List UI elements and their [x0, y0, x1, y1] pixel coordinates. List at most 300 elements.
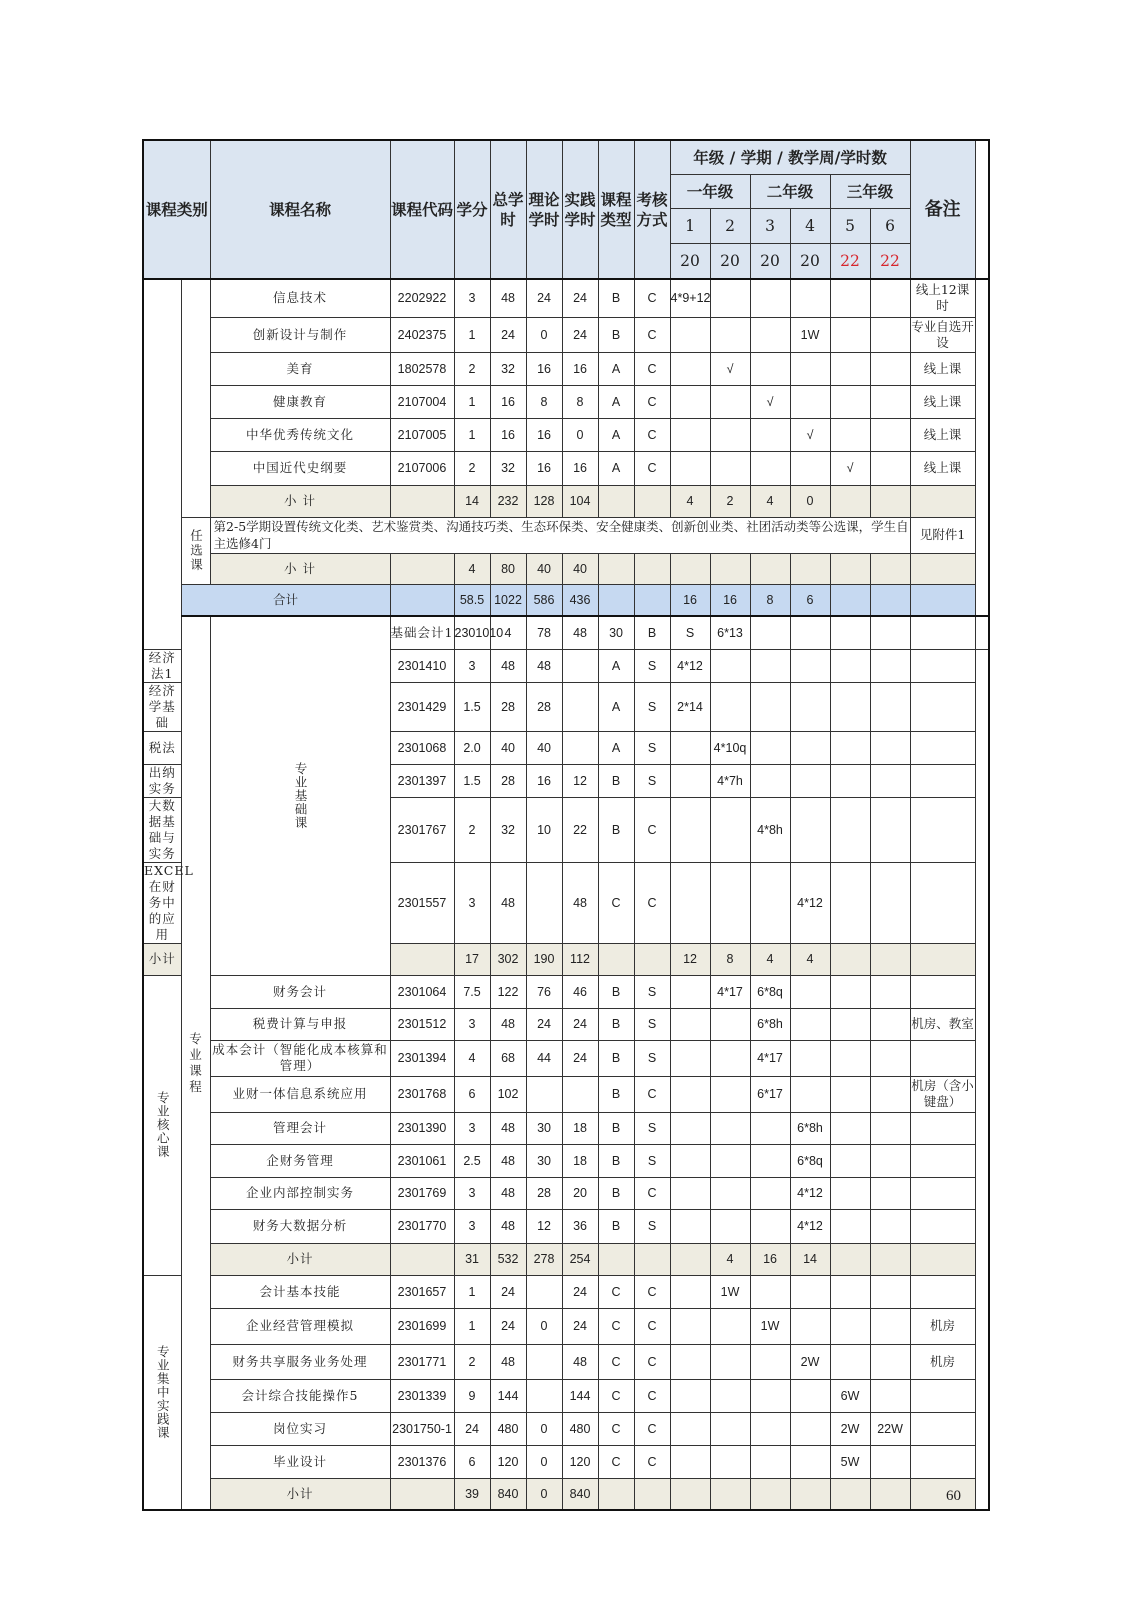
course-total: 28: [490, 682, 526, 731]
semester-4-hours: [790, 731, 830, 764]
semester-4-hours: [790, 1412, 830, 1445]
course-name: 企业经营管理模拟: [210, 1308, 390, 1344]
course-credit: 4: [490, 616, 526, 649]
course-total: 16: [490, 385, 526, 418]
course-code: 2301339: [390, 1379, 454, 1412]
course-credit: 3: [454, 1209, 490, 1243]
semester-2-hours: [710, 317, 750, 352]
semester-5-hours: [870, 616, 910, 649]
semester-5-hours: [830, 764, 870, 797]
header-grade1: 一年级: [670, 175, 750, 209]
semester-4: 4: [790, 209, 830, 244]
subtotal-assess-empty: [634, 485, 670, 517]
total-row: [143, 584, 989, 616]
semester-5-hours: [830, 1209, 870, 1243]
course-code: 2301657: [390, 1275, 454, 1308]
semester-2-hours: 4*17: [710, 975, 750, 1008]
course-name: 毕业设计: [210, 1445, 390, 1478]
semester-6-hours: [870, 352, 910, 385]
elective-label: 任选课: [181, 517, 210, 584]
course-type: C: [598, 1308, 634, 1344]
semester-2-hours: [710, 1344, 750, 1379]
subtotal-semester-2: 8: [710, 943, 750, 975]
course-name: 美育: [210, 352, 390, 385]
course-note: 机房（含小键盘）: [910, 1076, 975, 1112]
course-credit: 3: [454, 1008, 490, 1040]
semester-3-hours: [750, 352, 790, 385]
course-row: [143, 1209, 989, 1243]
course-type: B: [598, 1144, 634, 1177]
semester-5-hours: 6W: [830, 1379, 870, 1412]
course-row: [143, 1144, 989, 1177]
course-note: 专业自选开设: [910, 317, 975, 352]
course-theory: 16: [526, 451, 562, 485]
semester-1-hours: [670, 1076, 710, 1112]
course-assessment: S: [634, 649, 670, 682]
weeks-1: 20: [670, 244, 710, 280]
semester-5: 5: [830, 209, 870, 244]
semester-1-hours: [670, 1344, 710, 1379]
course-practice: 8: [562, 385, 598, 418]
course-assessment: S: [670, 616, 710, 649]
course-type: A: [598, 352, 634, 385]
course-row: [143, 1177, 989, 1209]
category-professional-label: 专业课程: [181, 616, 210, 1510]
course-code: 2301064: [390, 975, 454, 1008]
semester-3-hours: 1W: [750, 1308, 790, 1344]
course-practice: 30: [598, 616, 634, 649]
course-total: 16: [490, 418, 526, 451]
semester-6-hours: [870, 1144, 910, 1177]
subtotal-practice: 112: [562, 943, 598, 975]
semester-3-hours: [750, 1379, 790, 1412]
semester-3-hours: [750, 764, 790, 797]
course-credit: 1: [454, 418, 490, 451]
course-code: 2301512: [390, 1008, 454, 1040]
course-total: 144: [490, 1379, 526, 1412]
semester-3-hours: [750, 317, 790, 352]
semester-5-hours: [830, 649, 870, 682]
semester-4-hours: 4*12: [790, 1209, 830, 1243]
header-credit: 学分: [454, 140, 490, 279]
course-theory: 48: [526, 649, 562, 682]
subtotal-note-empty: [910, 943, 975, 975]
semester-3-hours: [750, 1412, 790, 1445]
subtotal-semester-3: 16: [750, 1243, 790, 1275]
semester-2-hours: [710, 1412, 750, 1445]
subtotal-semester-6: [870, 1478, 910, 1510]
semester-2-hours: [710, 451, 750, 485]
course-practice: 24: [562, 1008, 598, 1040]
course-theory: 24: [526, 279, 562, 317]
subtotal-row: [143, 1478, 989, 1510]
subtotal-type-empty: [598, 553, 634, 584]
course-credit: 3: [454, 1177, 490, 1209]
subtotal-code-empty: [390, 1478, 454, 1510]
semester-6-hours: [870, 1344, 910, 1379]
course-code: 2301061: [390, 1144, 454, 1177]
total-credit: 58.5: [454, 584, 490, 616]
course-name: 管理会计: [210, 1112, 390, 1144]
course-credit: 2: [454, 1344, 490, 1379]
course-theory: [526, 1076, 562, 1112]
course-practice: 24: [562, 1308, 598, 1344]
subtotal-semester-2: 4: [710, 1243, 750, 1275]
course-practice: [562, 682, 598, 731]
header-grade3: 三年级: [830, 175, 910, 209]
course-row: [143, 1379, 989, 1412]
semester-1-hours: [670, 862, 710, 943]
course-total: 32: [490, 451, 526, 485]
course-type: B: [598, 764, 634, 797]
semester-4-hours: [830, 616, 870, 649]
course-credit: 6: [454, 1076, 490, 1112]
subtotal-semester-3: 4: [750, 485, 790, 517]
course-type: A: [598, 682, 634, 731]
subtotal-practice: 104: [562, 485, 598, 517]
course-note: 机房: [910, 1344, 975, 1379]
course-note: [910, 682, 975, 731]
semester-4-hours: 6*8h: [790, 1112, 830, 1144]
subtotal-total: 80: [490, 553, 526, 584]
semester-2-hours: [710, 385, 750, 418]
elective-row: [143, 517, 989, 553]
semester-1-hours: [670, 451, 710, 485]
total-code-empty: [390, 584, 454, 616]
semester-3-hours: [750, 862, 790, 943]
subtotal-credit: 31: [454, 1243, 490, 1275]
course-total: 480: [490, 1412, 526, 1445]
semester-1-hours: [670, 797, 710, 862]
semester-5-hours: √: [830, 451, 870, 485]
course-name: 业财一体信息系统应用: [210, 1076, 390, 1112]
course-theory: 0: [526, 1308, 562, 1344]
course-code: 2301770: [390, 1209, 454, 1243]
subtotal-semester-5: [830, 1478, 870, 1510]
subtotal-semester-5: [830, 485, 870, 517]
course-assessment: C: [634, 1076, 670, 1112]
course-code: 2107005: [390, 418, 454, 451]
course-credit: 1: [454, 1275, 490, 1308]
course-row: [143, 385, 989, 418]
course-type: B: [598, 1008, 634, 1040]
semester-6-hours: [870, 797, 910, 862]
header-grade2: 二年级: [750, 175, 830, 209]
course-credit: 7.5: [454, 975, 490, 1008]
subtotal-type-empty: [598, 1478, 634, 1510]
course-name: 财务共享服务业务处理: [210, 1344, 390, 1379]
total-semester-3: 8: [750, 584, 790, 616]
course-code: 2301750-1: [390, 1412, 454, 1445]
course-practice: 24: [562, 317, 598, 352]
subtotal-theory: 40: [526, 553, 562, 584]
course-practice: 24: [562, 1275, 598, 1308]
course-theory: 76: [526, 975, 562, 1008]
course-note: [910, 1445, 975, 1478]
subtotal-theory: 0: [526, 1478, 562, 1510]
semester-1-hours: [670, 1308, 710, 1344]
subtotal-label: 小计: [210, 1478, 390, 1510]
semester-2-hours: [710, 1308, 750, 1344]
semester-3-hours: 6*8h: [750, 1008, 790, 1040]
course-note: [910, 1209, 975, 1243]
semester-6-hours: [870, 1008, 910, 1040]
semester-1-hours: [670, 764, 710, 797]
semester-5-hours: [830, 385, 870, 418]
course-total: 48: [490, 279, 526, 317]
course-type: A: [598, 385, 634, 418]
semester-6-hours: [870, 649, 910, 682]
semester-6-hours: [870, 1177, 910, 1209]
subtotal-semester-4: 14: [790, 1243, 830, 1275]
course-name: 企业内部控制实务: [210, 1177, 390, 1209]
course-total: 48: [490, 1344, 526, 1379]
subtotal-semester-3: 4: [750, 943, 790, 975]
course-theory: 24: [526, 1008, 562, 1040]
course-assessment: C: [634, 1344, 670, 1379]
semester-4-hours: [790, 1445, 830, 1478]
subtotal-label: 小计: [143, 943, 181, 975]
course-type: B: [598, 1112, 634, 1144]
course-code: 2301397: [390, 764, 454, 797]
course-assessment: C: [634, 1308, 670, 1344]
semester-1-hours: [670, 1144, 710, 1177]
course-type: B: [598, 279, 634, 317]
subtotal-credit: 39: [454, 1478, 490, 1510]
course-credit: 3: [454, 649, 490, 682]
course-note: [910, 1112, 975, 1144]
semester-4-hours: [790, 279, 830, 317]
subtotal-practice: 40: [562, 553, 598, 584]
course-note: [910, 975, 975, 1008]
course-type: C: [598, 1379, 634, 1412]
course-type: B: [598, 1040, 634, 1076]
course-assessment: C: [634, 1412, 670, 1445]
subtotal-semester-6: [870, 943, 910, 975]
weeks-2: 20: [710, 244, 750, 280]
course-type: B: [634, 616, 670, 649]
semester-5-hours: [830, 1008, 870, 1040]
header-category: 课程类别: [143, 140, 210, 279]
semester-2-hours: [710, 1144, 750, 1177]
semester-5-hours: [830, 1112, 870, 1144]
course-total: 24: [490, 1308, 526, 1344]
course-total: 122: [490, 975, 526, 1008]
semester-4-hours: 6*8q: [790, 1144, 830, 1177]
subtotal-assess-empty: [634, 943, 670, 975]
subtotal-code-empty: [390, 943, 454, 975]
course-theory: 16: [526, 764, 562, 797]
course-total: 48: [490, 862, 526, 943]
course-note: 线上课: [910, 385, 975, 418]
semester-1-hours: 4*9+12: [670, 279, 710, 317]
subtotal-note-empty: [910, 1478, 975, 1510]
course-row: [143, 1076, 989, 1112]
course-name: EXCEL在财务中的应用: [144, 862, 194, 942]
course-name: 出纳实务: [143, 764, 181, 797]
course-code: 2202922: [390, 279, 454, 317]
course-code: 2301767: [390, 797, 454, 862]
course-assessment: S: [634, 1144, 670, 1177]
semester-2-hours: [710, 682, 750, 731]
course-type: C: [598, 1412, 634, 1445]
header-theory-hours: 理论学时: [526, 140, 562, 279]
semester-4-hours: 4*12: [790, 862, 830, 943]
course-assessment: C: [634, 797, 670, 862]
page-number: 60: [946, 1488, 961, 1504]
course-name: 税法: [143, 731, 181, 764]
semester-6-hours: [870, 975, 910, 1008]
semester-1: 1: [670, 209, 710, 244]
semester-4-hours: [790, 1275, 830, 1308]
course-code: 2301771: [390, 1344, 454, 1379]
semester-5-hours: [830, 1144, 870, 1177]
course-row: [143, 616, 989, 649]
course-name: 基础会计1: [390, 616, 454, 649]
course-theory: 40: [526, 731, 562, 764]
course-name: 税费计算与申报: [210, 1008, 390, 1040]
subtotal-semester-5: [830, 943, 870, 975]
course-assessment: S: [634, 1008, 670, 1040]
total-total: 1022: [490, 584, 526, 616]
semester-6-hours: [870, 731, 910, 764]
semester-1-hours: [670, 975, 710, 1008]
course-name: 财务会计: [210, 975, 390, 1008]
semester-4-hours: [790, 1076, 830, 1112]
subtotal-label: 小 计: [210, 553, 390, 584]
course-row: [143, 1344, 989, 1379]
course-practice: [562, 649, 598, 682]
course-theory: [526, 1344, 562, 1379]
semester-3-hours: 4*17: [750, 1040, 790, 1076]
course-row: [143, 418, 989, 451]
course-total: 120: [490, 1445, 526, 1478]
course-note: 线上课: [910, 352, 975, 385]
subtotal-semester-5: [830, 553, 870, 584]
semester-5-hours: [830, 279, 870, 317]
semester-5-hours: [830, 975, 870, 1008]
semester-6-hours: [870, 279, 910, 317]
semester-4-hours: [790, 764, 830, 797]
subcategory-core-label: 专业核心课: [143, 975, 181, 1275]
subtotal-total: 532: [490, 1243, 526, 1275]
course-practice: 48: [562, 1344, 598, 1379]
course-name: 企财务管理: [210, 1144, 390, 1177]
semester-3-hours: [750, 1275, 790, 1308]
course-code: 2402375: [390, 317, 454, 352]
course-note: [910, 1379, 975, 1412]
course-note: 机房、教室: [910, 1008, 975, 1040]
semester-2-hours: [710, 1177, 750, 1209]
semester-6-hours: [910, 616, 975, 649]
semester-1-hours: [670, 352, 710, 385]
course-credit: 1.5: [454, 764, 490, 797]
subtotal-semester-6: [870, 553, 910, 584]
semester-3-hours: [750, 451, 790, 485]
course-row: [143, 1308, 989, 1344]
subcategory-required-cell: [181, 279, 210, 517]
subtotal-semester-1: 4: [670, 485, 710, 517]
semester-4-hours: [790, 1008, 830, 1040]
header-total-hours: 总学时: [490, 140, 526, 279]
semester-2-hours: 4*10q: [710, 731, 750, 764]
course-row: [143, 1412, 989, 1445]
semester-2-hours: 1W: [710, 1275, 750, 1308]
course-assessment: C: [634, 1445, 670, 1478]
course-total: 48: [490, 1112, 526, 1144]
course-assessment: C: [634, 1275, 670, 1308]
semester-1-hours: [670, 731, 710, 764]
semester-3-hours: [750, 1112, 790, 1144]
course-credit: 3: [454, 1112, 490, 1144]
subtotal-assess-empty: [634, 1478, 670, 1510]
semester-6: 6: [870, 209, 910, 244]
course-name: 创新设计与制作: [210, 317, 390, 352]
course-code: 2107006: [390, 451, 454, 485]
course-total: 102: [490, 1076, 526, 1112]
course-practice: [562, 731, 598, 764]
course-theory: [526, 1379, 562, 1412]
semester-1-hours: [670, 317, 710, 352]
course-type: A: [598, 731, 634, 764]
course-note: [910, 1412, 975, 1445]
course-note: [910, 731, 975, 764]
course-assessment: C: [634, 317, 670, 352]
course-credit: 1.5: [454, 682, 490, 731]
semester-5-hours: [830, 1040, 870, 1076]
course-assessment: S: [634, 682, 670, 731]
semester-1-hours: [670, 1040, 710, 1076]
subtotal-semester-1: [670, 553, 710, 584]
semester-2: 2: [710, 209, 750, 244]
course-total: 48: [490, 649, 526, 682]
semester-6-hours: [870, 385, 910, 418]
semester-2-hours: [710, 1445, 750, 1478]
semester-4-hours: [790, 682, 830, 731]
subtotal-theory: 278: [526, 1243, 562, 1275]
semester-3-hours: 6*8q: [750, 975, 790, 1008]
semester-5-hours: [830, 418, 870, 451]
course-type: B: [598, 1076, 634, 1112]
course-code: 2301429: [390, 682, 454, 731]
course-credit: 2.0: [454, 731, 490, 764]
semester-4-hours: [790, 1308, 830, 1344]
subtotal-credit: 14: [454, 485, 490, 517]
course-theory: 44: [526, 1040, 562, 1076]
semester-6-hours: [870, 1076, 910, 1112]
semester-6-hours: [870, 1209, 910, 1243]
subtotal-semester-6: [870, 1243, 910, 1275]
course-credit: 2: [454, 451, 490, 485]
semester-5-hours: [830, 352, 870, 385]
semester-2-hours: [750, 616, 790, 649]
subtotal-row: [143, 485, 989, 517]
course-theory: 0: [526, 317, 562, 352]
course-practice: 18: [562, 1144, 598, 1177]
course-practice: 144: [562, 1379, 598, 1412]
semester-6-hours: [870, 1379, 910, 1412]
subtotal-semester-2: [710, 553, 750, 584]
semester-1-hours: 4*12: [670, 649, 710, 682]
semester-6-hours: [870, 764, 910, 797]
semester-6-hours: [870, 1308, 910, 1344]
course-code: 2301768: [390, 1076, 454, 1112]
subtotal-semester-2: 2: [710, 485, 750, 517]
semester-4-hours: [790, 385, 830, 418]
subcategory-foundation-label: 专业基础课: [210, 616, 390, 975]
course-total: 28: [490, 764, 526, 797]
semester-6-hours: [870, 862, 910, 943]
